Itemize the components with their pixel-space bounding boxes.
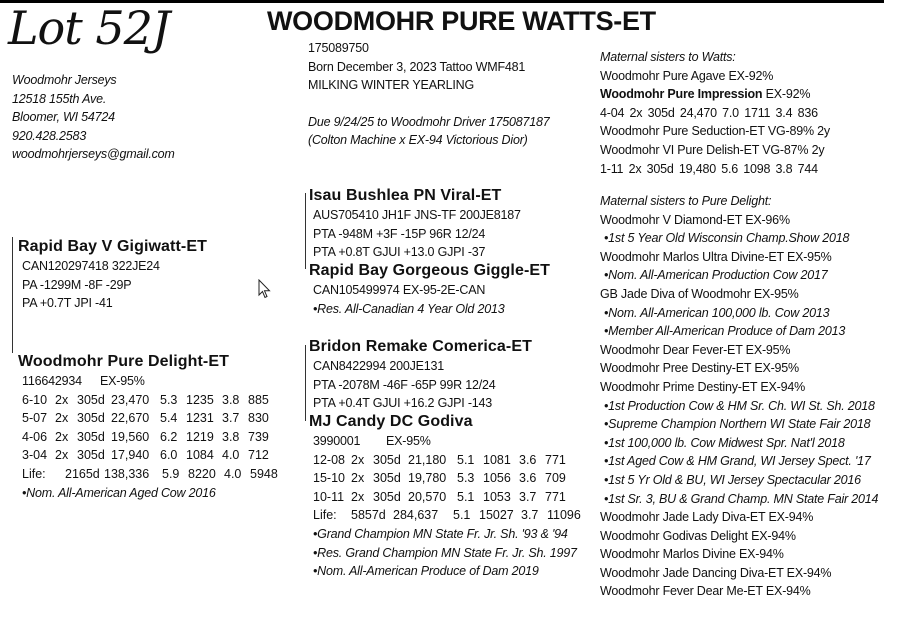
sister-name: Woodmohr Pure Impression: [600, 87, 763, 102]
sister-record: 4-04 2x 305d 24,470 7.0 1711 3.4 836: [600, 105, 818, 120]
record-fat-pct: 5.3: [457, 471, 475, 486]
dam-note: •Nom. All-American Aged Cow 2016: [22, 485, 216, 500]
section-heading: Maternal sisters to Pure Delight:: [600, 194, 772, 208]
life-protein-pct: 3.7: [521, 508, 539, 523]
dams-dam-id: 3990001: [313, 434, 361, 448]
record-milkings: 2x: [55, 429, 69, 444]
record-milk: 23,470: [111, 392, 150, 407]
dams-sire-name: Bridon Remake Comerica-ET: [309, 338, 533, 355]
sires-sire-line: PTA +0.8T GJUI +13.0 GJPI -37: [313, 245, 486, 260]
dams-dam-record-row: [309, 488, 581, 507]
sister-honor: •Supreme Champion Northern WI State Fair 2018: [604, 417, 871, 432]
dams-dam-id-row: [309, 432, 581, 451]
sister-name: Woodmohr Jade Dancing Diva-ET EX-94%: [600, 565, 832, 580]
sires-sire-name: Isau Bushlea PN Viral-ET: [309, 187, 502, 204]
sires-dam-name: Rapid Bay Gorgeous Giggle-ET: [309, 262, 551, 279]
sires-sire-line: AUS705410 JH1F JNS-TF 200JE8187: [313, 208, 521, 222]
sister-name: Woodmohr Pree Destiny-ET EX-95%: [600, 361, 799, 376]
class-label: MILKING WINTER YEARLING: [308, 78, 475, 93]
birth-date: Born December 3, 2023 Tattoo WMF481: [308, 59, 526, 74]
dam-record-row: [18, 409, 278, 428]
registration-number: 175089750: [308, 41, 369, 55]
contact-line: Woodmohr Jerseys: [12, 73, 117, 87]
contact-line: 12518 155th Ave.: [12, 91, 107, 106]
animal-title: WOODMOHR PURE WATTS-ET: [267, 6, 656, 36]
sires-dam-line: CAN105499974 EX-95-2E-CAN: [313, 283, 486, 297]
sister-score: EX-92%: [762, 87, 811, 102]
life-protein-pct: 4.0: [224, 466, 242, 481]
record-fat-pct: 5.4: [160, 411, 178, 426]
record-milkings: 2x: [55, 411, 69, 426]
record-milk: 20,570: [408, 489, 447, 504]
record-days: 305d: [373, 489, 401, 504]
sister-honor: •Nom. All-American 100,000 lb. Cow 2013: [604, 305, 830, 320]
dams-dam-note: •Res. Grand Champion MN State Fr. Jr. Sh. 1997: [313, 545, 577, 560]
sister-name-row: [600, 85, 830, 104]
sister-name: Woodmohr VI Pure Delish-ET VG-87% 2y: [600, 142, 825, 157]
maternal-sisters-delight: [600, 192, 878, 601]
record-age: 4-06: [22, 429, 48, 444]
record-fat: 1231: [186, 411, 214, 426]
record-days: 305d: [77, 429, 105, 444]
record-milk: 17,940: [111, 448, 150, 463]
due-sire-pedigree: (Colton Machine x EX-94 Victorious Dior): [308, 133, 528, 148]
mouse-pointer-icon: [258, 279, 272, 301]
record-fat: 1053: [483, 489, 511, 504]
record-protein: 712: [248, 448, 269, 463]
contact-block: [12, 71, 175, 164]
record-fat: 1235: [186, 392, 214, 407]
record-protein-pct: 3.8: [222, 429, 240, 444]
life-fat: 15027: [479, 508, 514, 523]
life-milk: 138,336: [104, 466, 150, 481]
sires-dam-block: [309, 261, 550, 318]
record-fat: 1056: [483, 471, 511, 486]
sire-name: Rapid Bay V Gigiwatt-ET: [18, 238, 207, 255]
record-protein-pct: 3.7: [222, 411, 240, 426]
sister-name: Woodmohr Prime Destiny-ET EX-94%: [600, 379, 806, 394]
life-days: 2165d: [65, 466, 100, 481]
sister-name: Woodmohr Marlos Ultra Divine-ET EX-95%: [600, 249, 832, 264]
record-milk: 21,180: [408, 452, 447, 467]
record-protein-pct: 4.0: [222, 448, 240, 463]
sister-name: GB Jade Diva of Woodmohr EX-95%: [600, 286, 799, 301]
record-fat: 1084: [186, 448, 214, 463]
dams-dam-note: •Nom. All-American Produce of Dam 2019: [313, 564, 539, 579]
record-fat-pct: 5.1: [457, 489, 475, 504]
sire-line: PA +0.7T JPI -41: [22, 296, 113, 311]
dams-sire-block: [309, 337, 532, 413]
pedigree-bracket: [12, 237, 13, 353]
dams-sire-line: PTA -2078M -46F -65P 99R 12/24: [313, 377, 496, 392]
sister-honor: •1st 100,000 lb. Cow Midwest Spr. Nat'l 2018: [604, 435, 845, 450]
life-days: 5857d: [351, 508, 386, 523]
sister-name: Woodmohr Dear Fever-ET EX-95%: [600, 342, 791, 357]
sister-name: Woodmohr Pure Seduction-ET VG-89% 2y: [600, 124, 830, 139]
dams-dam-name: MJ Candy DC Godiva: [309, 413, 473, 430]
dams-dam-record-row: [309, 451, 581, 470]
record-protein: 709: [545, 471, 566, 486]
contact-email: woodmohrjerseys@gmail.com: [12, 147, 175, 162]
sires-dam-note: •Res. All-Canadian 4 Year Old 2013: [313, 301, 505, 316]
lot-number: Lot 52J: [8, 1, 170, 55]
record-protein: 771: [545, 452, 566, 467]
record-protein: 739: [248, 429, 269, 444]
record-age: 3-04: [22, 448, 48, 463]
record-fat-pct: 5.1: [457, 452, 475, 467]
record-protein: 885: [248, 392, 269, 407]
sister-honor: •1st 5 Yr Old & BU, WI Jersey Spectacular 2016: [604, 472, 861, 487]
life-protein: 5948: [250, 466, 278, 481]
life-fat: 8220: [188, 466, 216, 481]
dam-id-row: [18, 372, 278, 391]
sister-name: Woodmohr Godivas Delight EX-94%: [600, 528, 796, 543]
sires-sire-block: [309, 186, 521, 262]
record-protein-pct: 3.7: [519, 489, 537, 504]
dam-score: EX-95%: [100, 374, 145, 388]
life-protein: 11096: [547, 508, 581, 523]
life-fat-pct: 5.9: [162, 466, 180, 481]
record-days: 305d: [77, 392, 105, 407]
dams-dam-record-row: [309, 469, 581, 488]
sister-name: Woodmohr Pure Agave EX-92%: [600, 68, 774, 83]
record-days: 305d: [77, 411, 105, 426]
record-age: 10-11: [313, 489, 345, 504]
sister-honor: •Member All-American Produce of Dam 2013: [604, 324, 846, 339]
contact-line: Bloomer, WI 54724: [12, 110, 115, 125]
record-protein-pct: 3.6: [519, 471, 537, 486]
record-days: 305d: [373, 452, 401, 467]
sister-name: Woodmohr V Diamond-ET EX-96%: [600, 212, 790, 227]
dam-record-row: [18, 391, 278, 410]
record-age: 5-07: [22, 411, 48, 426]
record-milkings: 2x: [351, 471, 365, 486]
record-age: 6-10: [22, 392, 48, 407]
dam-record-row: [18, 446, 278, 465]
dams-dam-lifetime-row: [309, 506, 581, 525]
life-label: Life:: [22, 466, 46, 481]
record-milk: 22,670: [111, 411, 150, 426]
record-age: 15-10: [313, 471, 345, 486]
dams-dam-score: EX-95%: [386, 434, 431, 448]
sister-honor: •1st 5 Year Old Wisconsin Champ.Show 2018: [604, 231, 850, 246]
dams-sire-line: PTA +0.4T GJUI +16.2 GJPI -143: [313, 396, 493, 411]
sister-honor: •1st Sr. 3, BU & Grand Champ. MN State Fair 2014: [604, 491, 879, 506]
sister-name: Woodmohr Marlos Divine EX-94%: [600, 547, 784, 562]
sister-honor: •Nom. All-American Production Cow 2017: [604, 268, 828, 283]
sires-sire-line: PTA -948M +3F -15P 96R 12/24: [313, 226, 486, 241]
dams-dam-note: •Grand Champion MN State Fr. Jr. Sh. '93 & '94: [313, 526, 568, 541]
record-fat: 1219: [186, 429, 214, 444]
life-fat-pct: 5.1: [453, 508, 471, 523]
life-milk: 284,637: [393, 508, 439, 523]
dams-dam-block: [309, 412, 581, 581]
section-heading: Maternal sisters to Watts:: [600, 50, 736, 64]
due-date: Due 9/24/25 to Woodmohr Driver 175087187: [308, 114, 550, 129]
sister-record: 1-11 2x 305d 19,480 5.6 1098 3.8 744: [600, 161, 818, 176]
record-protein-pct: 3.8: [222, 392, 240, 407]
dam-id: 116642934: [22, 374, 82, 388]
sire-line: PA -1299M -8F -29P: [22, 277, 132, 292]
pedigree-bracket: [305, 345, 306, 421]
maternal-sisters-watts: [600, 48, 830, 178]
record-fat-pct: 5.3: [160, 392, 178, 407]
record-age: 12-08: [313, 452, 345, 467]
animal-info: [308, 39, 549, 150]
sister-list: [600, 211, 878, 601]
sister-name: Woodmohr Fever Dear Me-ET EX-94%: [600, 584, 811, 599]
contact-line: 920.428.2583: [12, 128, 87, 143]
sister-honor: •1st Aged Cow & HM Grand, WI Jersey Spect. '17: [604, 454, 871, 469]
pedigree-bracket: [305, 193, 306, 269]
record-milkings: 2x: [351, 489, 365, 504]
dam-lifetime-row: [18, 465, 278, 484]
record-protein: 771: [545, 489, 566, 504]
record-protein: 830: [248, 411, 269, 426]
sister-name: Woodmohr Jade Lady Diva-ET EX-94%: [600, 510, 814, 525]
dam-block: [18, 352, 278, 502]
record-fat-pct: 6.0: [160, 448, 178, 463]
record-milk: 19,780: [408, 471, 447, 486]
dam-record-row: [18, 428, 278, 447]
life-label: Life:: [313, 508, 337, 523]
record-milkings: 2x: [351, 452, 365, 467]
record-fat-pct: 6.2: [160, 429, 178, 444]
record-milk: 19,560: [111, 429, 150, 444]
sire-line: CAN120297418 322JE24: [22, 259, 160, 273]
dam-name: Woodmohr Pure Delight-ET: [18, 353, 229, 370]
record-fat: 1081: [483, 452, 511, 467]
record-milkings: 2x: [55, 392, 69, 407]
record-days: 305d: [77, 448, 105, 463]
sire-block: [18, 237, 207, 313]
record-milkings: 2x: [55, 448, 69, 463]
dams-sire-line: CAN8422994 200JE131: [313, 359, 445, 373]
sister-honor: •1st Production Cow & HM Sr. Ch. WI St. Sh. 2018: [604, 398, 875, 413]
record-days: 305d: [373, 471, 401, 486]
record-protein-pct: 3.6: [519, 452, 537, 467]
